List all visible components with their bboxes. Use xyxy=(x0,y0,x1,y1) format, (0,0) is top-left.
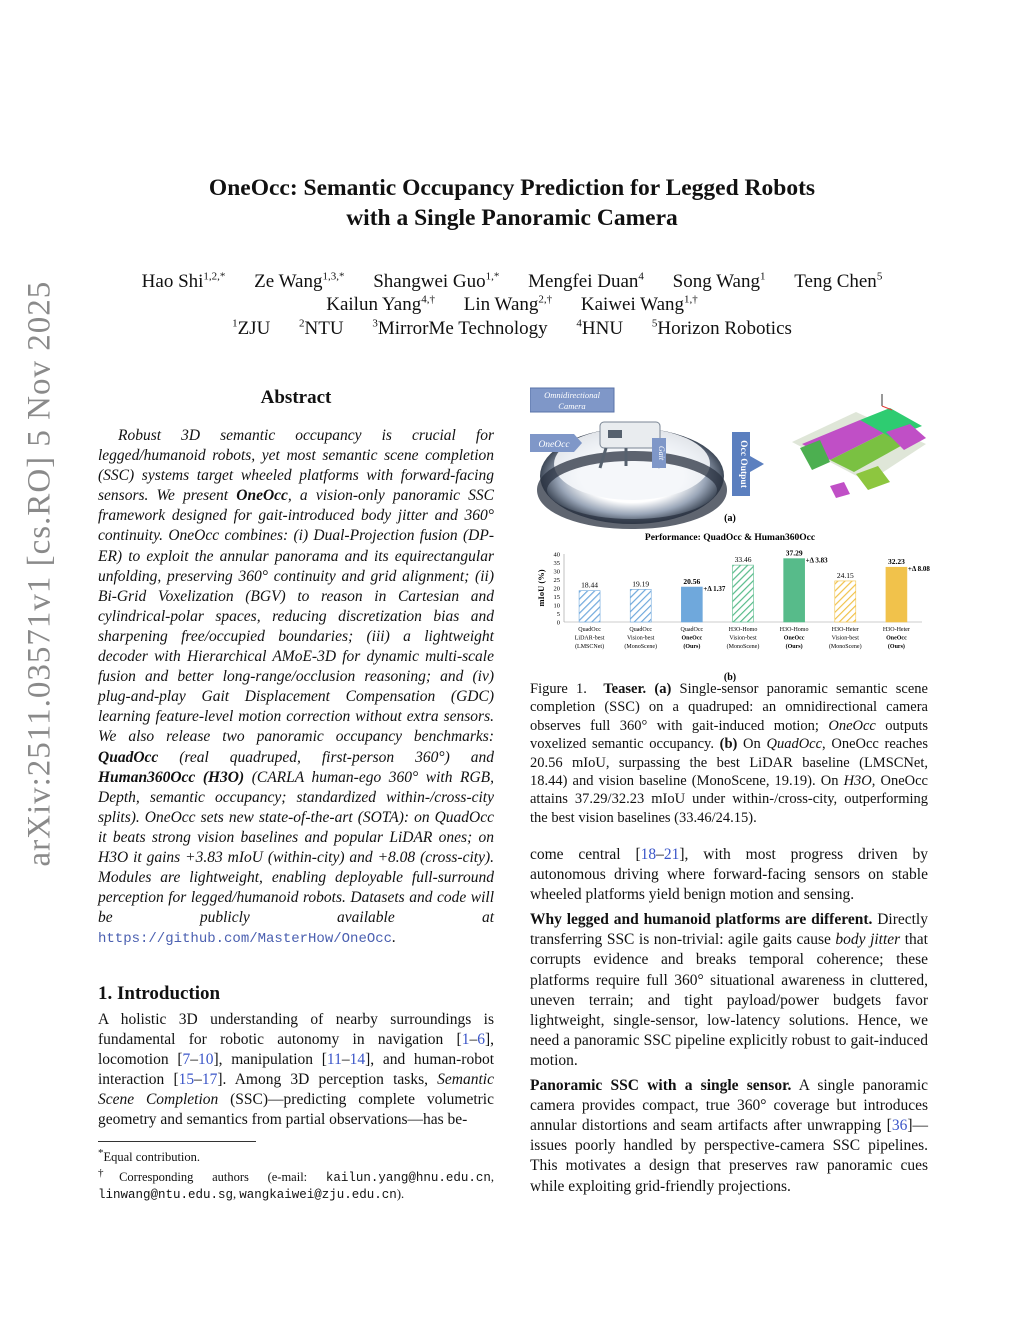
arrow-right-icon xyxy=(750,456,764,472)
figure-1-svg xyxy=(530,386,930,682)
x-tick-label: Vision-best xyxy=(831,635,859,642)
x-tick-label: QuadOcc xyxy=(578,627,601,633)
y-tick-label: 40 xyxy=(553,551,560,559)
y-tick-label: 20 xyxy=(553,585,560,593)
y-tick-label: 30 xyxy=(553,568,560,576)
figure-1 xyxy=(530,386,930,682)
bar-2 xyxy=(681,587,702,622)
omni-camera-label-1: Omnidirectional xyxy=(544,390,600,400)
y-tick-label: 10 xyxy=(553,602,560,610)
citation[interactable]: 6 xyxy=(477,1031,485,1049)
x-tick-label: OneOcc xyxy=(783,635,805,642)
y-tick-label: 5 xyxy=(556,611,560,618)
title-line-1: OneOcc: Semantic Occupancy Prediction for Legged Robots xyxy=(208,175,816,201)
author: Mengfei Duan$^4$ xyxy=(528,271,644,293)
x-tick-label: Vision-best xyxy=(627,635,655,642)
x-tick-label: H3O-Homo xyxy=(779,627,809,633)
author: Kaiwei Wang$^{1,\dagger}$ xyxy=(580,294,698,316)
y-tick-label: 35 xyxy=(553,560,560,567)
x-tick-label: LiDAR-best xyxy=(574,635,605,642)
bar-delta-label: +Δ 8.08 xyxy=(907,565,930,574)
x-tick-label: (MonoScene) xyxy=(624,644,658,650)
citation[interactable]: 14 xyxy=(349,1051,366,1069)
bar-value-label: 18.44 xyxy=(581,580,599,590)
affiliation: $^3$MirrorMe Technology xyxy=(372,318,548,340)
affiliation: $^5$Horizon Robotics xyxy=(651,318,792,340)
performance-bar-chart xyxy=(536,533,930,650)
bar-delta-label: +Δ 3.83 xyxy=(805,556,828,565)
gait-tag-label: Gait xyxy=(657,445,666,461)
x-tick-label: (MonoScene) xyxy=(828,644,862,650)
title-line-2: with a Single Panoramic Camera xyxy=(346,205,678,231)
citation[interactable]: 15 xyxy=(178,1071,195,1089)
x-tick-label: QuadOcc xyxy=(680,627,704,633)
x-tick-label: (Ours) xyxy=(785,644,803,650)
bar-0 xyxy=(579,591,600,622)
abstract-body: Robust 3D semantic occupancy is crucial for legged/humanoid robots, yet most semantic scene completion (SSC) systems target wheeled platforms with forward-facing sensors. We present OneOcc, a vision-only panoramic SSC framework designed for gait-introduced body jitter and 360° continuity. OneOcc combines: (i) Dual-Projection fusion (DP-ER) to exploit the annular panorama and its equirectangular unfolding, preserving 360° continuity and grid alignment; (ii) Bi-Grid Voxelization (BGV) to reason in Cartesian and cylindrical-polar spaces, reducing discretization bias and sharpening free/occupied boundaries; (iii) a lightweight decoder with Hierarchical AMoE-3D for dynamic multi-scale fusion and better long-range/occlusion reasoning; and (iv) plug-and-play Gait Displacement Compensation (GDC) learning feature-level motion correction without extra sensors. We also release two panoramic occupancy benchmarks: QuadOcc (real quadruped, first-person 360°) and Human360Occ (H3O) (CARLA human-ego 360° with RGB, Depth, semantic occupancy; standardized within-/cross-city splits). OneOcc sets new state-of-the-art (SOTA): on QuadOcc it beats strong vision baselines and popular LiDAR ones; on H3O it gains +3.83 mIoU (within-city) and +8.08 (cross-city). Modules are lightweight, enabling deployable full-surround perception for legged/humanoid robots. Datasets and code will be publicly available at https://github.com/MasterHow/OneOcc. xyxy=(98,427,494,948)
code-link[interactable]: https://github.com/MasterHow/OneOcc xyxy=(98,931,393,948)
bar-1 xyxy=(630,589,651,622)
x-tick-label: (MonoScene) xyxy=(726,644,760,650)
author: Song Wang$^1$ xyxy=(672,271,766,293)
author: Kailun Yang$^{4,\dagger}$ xyxy=(326,294,435,316)
citation[interactable]: 11 xyxy=(326,1051,342,1069)
arxiv-sidebar-stamp: arXiv:2511.03571v1 [cs.RO] 5 Nov 2025 xyxy=(21,280,58,867)
author: Teng Chen$^5$ xyxy=(794,271,883,293)
author: Lin Wang$^{2,\dagger}$ xyxy=(463,294,553,316)
author: Hao Shi$^{1,2,*}$ xyxy=(141,271,226,293)
x-tick-label: OneOcc xyxy=(681,635,703,642)
x-tick-label: QuadOcc xyxy=(629,627,653,633)
subfigure-b-label: (b) xyxy=(723,672,737,682)
footnote-corresponding: †Corresponding authors (e-mail: kailun.yang@hnu.edu.cn, linwang@ntu.edu.sg, wangkaiwei@zju.edu.cn). xyxy=(98,1167,494,1203)
affiliation: $^4$HNU xyxy=(576,318,624,340)
citation[interactable]: 21 xyxy=(663,846,680,863)
author: Ze Wang$^{1,3,*}$ xyxy=(254,271,345,293)
intro-body: A holistic 3D understanding of nearby surroundings is fundamental for robotic autonomy in navigation [1–6], locomotion [7–10], manipulation [11–14], and human-robot interaction [15–17]. Among 3D perception tasks, Semantic Scene Completion (SSC)—predicting complete volumetric geometry and semantics from partial observations—has be- xyxy=(98,1011,494,1129)
y-axis-label: mIoU (%) xyxy=(536,569,546,607)
right-column-body xyxy=(530,845,928,1202)
footnote-equal: *Equal contribution. xyxy=(98,1147,201,1165)
bar-delta-label: +Δ 1.37 xyxy=(703,585,726,594)
paragraph: Why legged and humanoid platforms are different. Directly transferring SSC is non-trivial: agile gaits cause body jitter that corrupts evidence and breaks temporal coherence; these platforms require full 360° situational awareness in cluttered, uneven terrain; and tight payload/power budgets favor lightweight, single-sensor, low-latency solutions. Hence, we need a panoramic SSC pipeline explicitly robust to gait-induced motion. xyxy=(530,911,928,1069)
y-tick-label: 0 xyxy=(556,619,560,627)
occ-output-label: Occ Output xyxy=(738,440,748,488)
omni-camera-label-2: Camera xyxy=(558,401,586,411)
subfigure-a-label: (a) xyxy=(724,513,736,524)
bar-4 xyxy=(784,559,805,622)
section-heading-introduction: 1. Introduction xyxy=(98,983,221,1004)
x-tick-label: OneOcc xyxy=(886,635,907,642)
x-tick-label: (LMSCNet) xyxy=(575,644,605,650)
bar-value-label: 32.23 xyxy=(887,557,905,567)
citation[interactable]: 10 xyxy=(197,1051,214,1069)
bar-5 xyxy=(835,581,856,622)
paragraph: Panoramic SSC with a single sensor. A single panoramic camera provides compact, true 360° coverage but introduces annular distortions and seam artifacts after unwrapping [36]—issues poorly handled by perspective-camera SSC pipelines. This motivates a design that preserves raw panoramic cues while exploiting grid-friendly projections. xyxy=(530,1077,928,1195)
paper-title xyxy=(0,173,1024,233)
x-tick-label: (Ours) xyxy=(887,644,905,650)
bar-value-label: 24.15 xyxy=(836,570,854,580)
paragraph: come central [18–21], with most progress driven by autonomous driving where forward-facing sensors on stable wheeled platforms yield benign motion and sensing. xyxy=(530,846,928,904)
bar-6 xyxy=(886,567,907,622)
bar-value-label: 19.19 xyxy=(632,579,650,589)
voxel-output-illustration xyxy=(792,394,926,498)
x-tick-label: H3O-Heter xyxy=(831,627,859,633)
bar-value-label: 37.29 xyxy=(785,548,803,558)
chart-title: Performance: QuadOcc & Human360Occ xyxy=(644,533,816,543)
author-row-1 xyxy=(0,271,1024,293)
footnote-rule xyxy=(98,1141,256,1142)
bar-value-label: 33.46 xyxy=(734,555,752,565)
oneocc-tag-label: OneOcc xyxy=(538,440,570,450)
affiliations xyxy=(0,318,1024,340)
citation[interactable]: 1 xyxy=(461,1031,470,1049)
x-tick-label: H3O-Heter xyxy=(882,627,910,633)
x-tick-label: H3O-Homo xyxy=(728,627,758,633)
affiliation: $^2$NTU xyxy=(299,318,344,340)
x-tick-label: (Ours) xyxy=(683,644,701,650)
figure-1-caption: Figure 1. Teaser. (a) Single-sensor panoramic semantic scene completion (SSC) on a quadruped: an omnidirectional camera observes full 360° with gait-induced motion; OneOcc outputs voxelized semantic occupancy. (b) On QuadOcc, OneOcc reaches 20.56 mIoU, surpassing the best LiDAR baseline (LMSCNet, 18.44) and vision baseline (MonoScene, 19.19). On H3O, OneOcc attains 37.29/32.23 mIoU under within-/cross-city, outperforming the best vision baselines (33.46/24.15). xyxy=(530,681,929,826)
bar-3 xyxy=(733,565,754,622)
citation[interactable]: 7 xyxy=(182,1051,191,1069)
author: Shangwei Guo$^{1,*}$ xyxy=(373,271,500,293)
bar-value-label: 20.56 xyxy=(683,577,701,587)
x-tick-label: Vision-best xyxy=(729,635,757,642)
footnotes xyxy=(98,1145,494,1203)
author-row-2 xyxy=(0,294,1024,316)
abstract-heading: Abstract xyxy=(260,387,332,408)
citation[interactable]: 18 xyxy=(640,846,657,863)
citation[interactable]: 36 xyxy=(891,1117,908,1135)
citation[interactable]: 17 xyxy=(201,1071,218,1089)
y-tick-label: 25 xyxy=(553,577,560,584)
affiliation: $^1$ZJU xyxy=(232,318,271,340)
y-tick-label: 15 xyxy=(553,594,560,601)
